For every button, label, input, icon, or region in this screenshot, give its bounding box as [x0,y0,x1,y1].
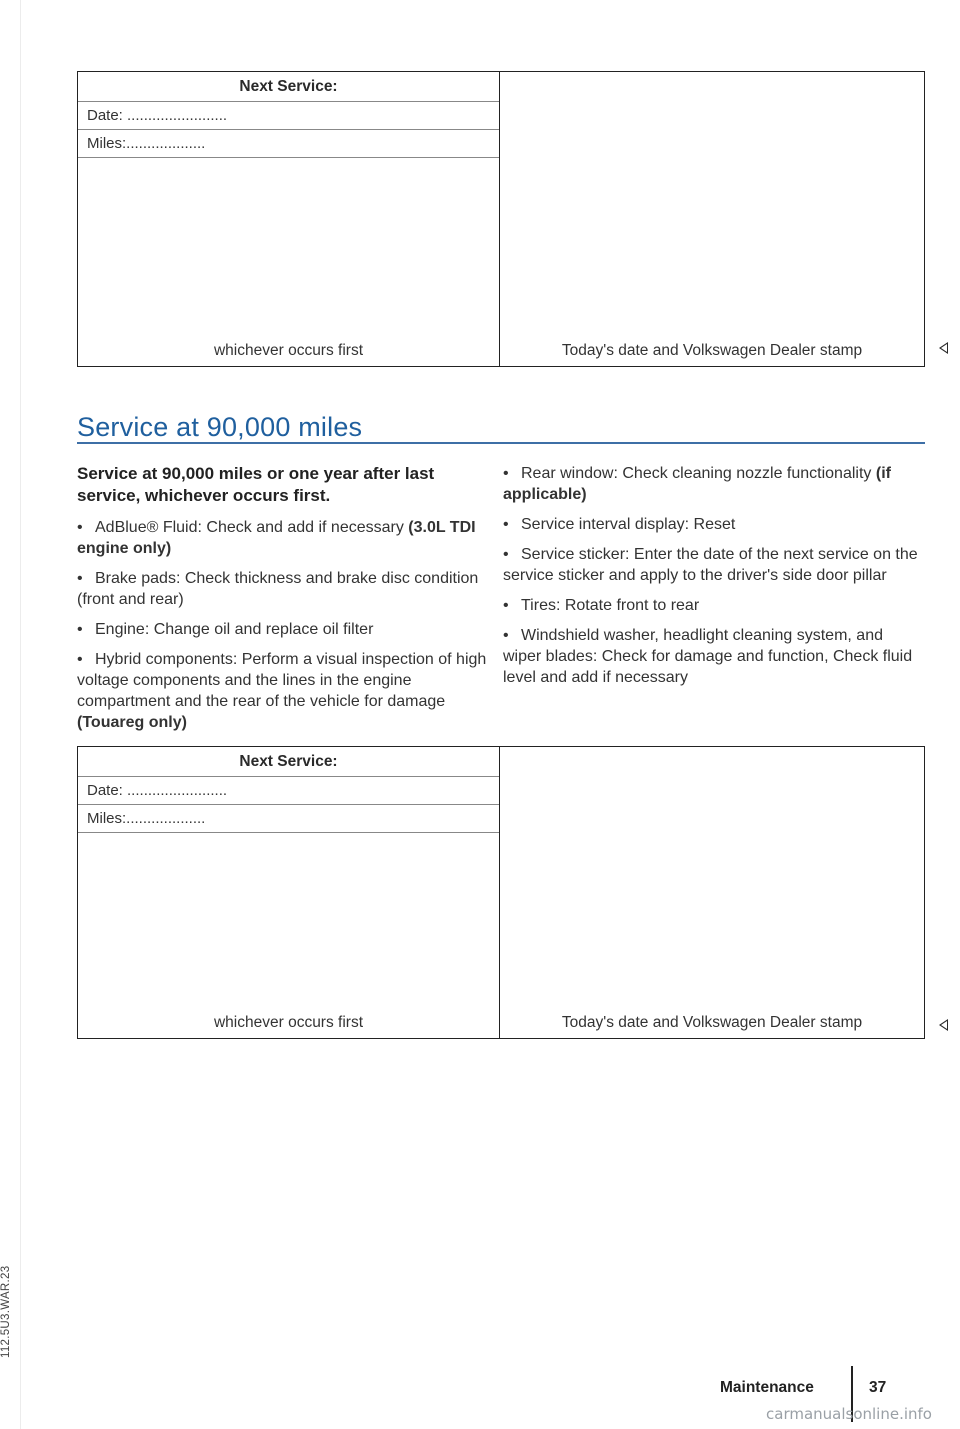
list-item-note: (Touareg only) [77,714,187,731]
list-item-text: Service interval display: Reset [521,516,736,533]
next-service-heading: Next Service: [78,72,499,102]
list-item-note: (if applicable) [503,465,891,503]
list-item [503,544,923,586]
left-column [77,463,487,742]
service-record-box-1 [77,71,925,367]
list-item [503,514,923,535]
list-item [503,625,923,688]
bullet-dot: • [503,465,509,482]
bullet-dot: • [503,597,509,614]
list-item-text: Tires: Rotate front to rear [521,597,700,614]
list-item [77,649,487,733]
dealer-stamp-panel [500,72,924,366]
service-intro: Service at 90,000 miles or one year after last service, whichever occurs first. [77,464,435,505]
miles-field[interactable]: Miles:................... [78,130,499,158]
watermark: carmanualsonline.info [766,1405,932,1423]
section-footer-label: Maintenance [720,1379,814,1396]
list-item-text: AdBlue® Fluid: Check and add if necessary [95,519,404,536]
dealer-stamp-panel [500,747,924,1038]
bullet-dot: • [503,546,509,563]
dealer-stamp-label: Today's date and Volkswagen Dealer stamp [561,342,863,359]
bullet-dot: • [77,570,83,587]
bullet-dot: • [77,621,83,638]
bullet-dot: • [503,516,509,533]
bullet-dot: • [503,627,509,644]
list-item [503,463,923,505]
list-item-text: Rear window: Check cleaning nozzle functionality [521,465,872,482]
document-code: 112.5U3.WAR.23 [0,1265,12,1358]
left-triangle-icon [939,342,948,354]
list-item-text: Engine: Change oil and replace oil filter [95,621,374,638]
section-title: Service at 90,000 miles [77,412,363,442]
page-number: 37 [869,1379,887,1396]
right-column [503,463,923,697]
list-item-text: Service sticker: Enter the date of the next service on the service sticker and apply to the driver's side door pillar [503,546,918,584]
date-field[interactable]: Date: ........................ [78,102,499,130]
page-margin-line [20,0,21,1429]
section-title-rule [77,442,925,444]
list-item [77,568,487,610]
list-item-text: Windshield washer, headlight cleaning system, and wiper blades: Check for damage and function, Check fluid level and add if necessary [503,627,913,686]
next-service-panel [78,747,500,1038]
whichever-first-label: whichever occurs first [213,342,363,359]
list-item [77,619,487,640]
next-service-heading: Next Service: [78,747,499,777]
bullet-dot: • [77,651,83,668]
service-record-box-2 [77,746,925,1039]
date-field[interactable]: Date: ........................ [78,777,499,805]
next-service-panel [78,72,500,366]
list-item [77,517,487,559]
whichever-first-label: whichever occurs first [213,1014,363,1031]
list-item-text: Brake pads: Check thickness and brake disc condition (front and rear) [77,570,479,608]
miles-field[interactable]: Miles:................... [78,805,499,833]
left-triangle-icon [939,1019,948,1031]
list-item [503,595,923,616]
bullet-dot: • [77,519,83,536]
list-item-text: Hybrid components: Perform a visual inspection of high voltage components and the lines in the engine compartment and the rear of the vehicle for damage [77,651,487,710]
list-item-note: (3.0L TDI engine only) [77,519,476,557]
dealer-stamp-label: Today's date and Volkswagen Dealer stamp [561,1014,863,1031]
